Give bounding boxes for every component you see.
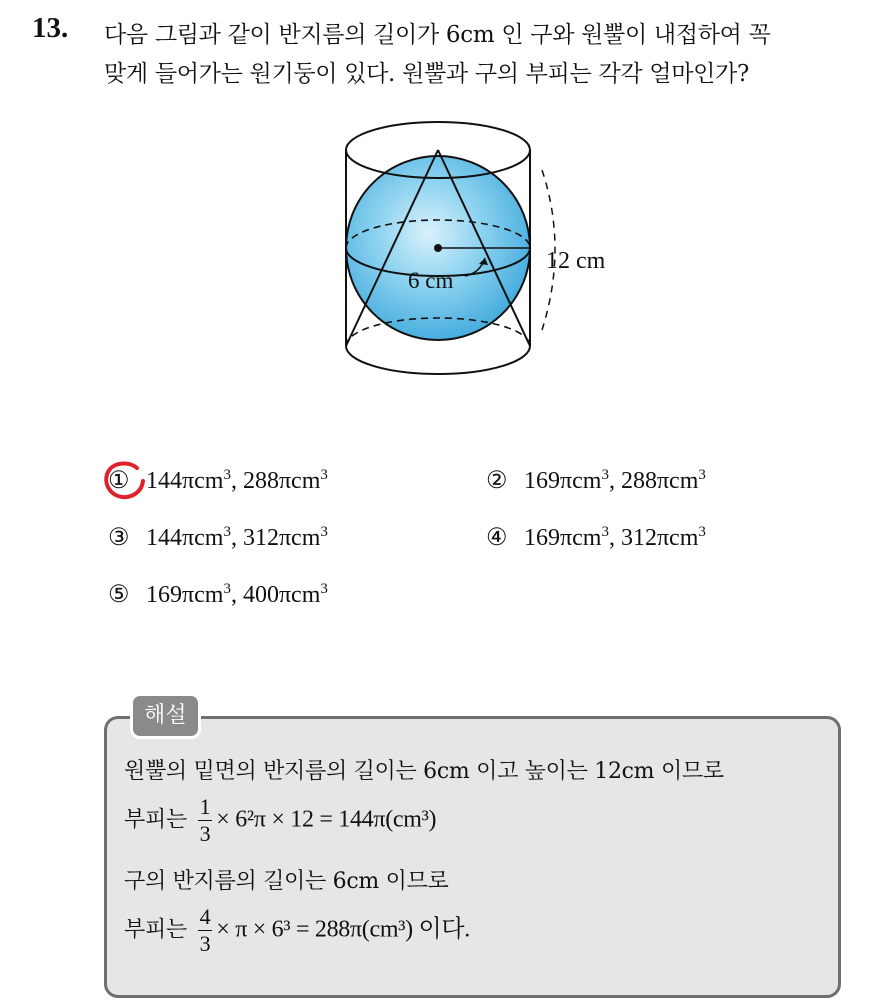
choice-number: ④ xyxy=(486,525,508,551)
fraction-one-third: $\frac{1}{3}$ xyxy=(199,794,211,846)
solution-line2: 부피는 $\frac{1}{3}$ × 6²π × 12 = 144π(cm³) xyxy=(124,794,437,846)
choice-2[interactable]: ② 169πcm$^3$, 288πcm$^3$ xyxy=(486,467,706,494)
cylinder-sphere-cone-figure xyxy=(330,118,630,390)
solution-tag: 해설 xyxy=(130,693,201,739)
choice-4[interactable]: ④ 169πcm$^3$, 312πcm$^3$ xyxy=(486,524,706,551)
solution-line1: 원뿔의 밑면의 반지름의 길이는 6cm 이고 높이는 12cm 이므로 xyxy=(124,759,724,784)
height-label: 12 cm xyxy=(546,248,606,274)
choice-1[interactable]: ① 144πcm$^3$, 288πcm$^3$ xyxy=(108,467,328,494)
choice-3[interactable]: ③ 144πcm$^3$, 312πcm$^3$ xyxy=(108,524,328,551)
choice-number: ③ xyxy=(108,525,130,551)
fraction-four-thirds: $\frac{4}{3}$ xyxy=(199,904,211,956)
choice-number: ② xyxy=(486,468,508,494)
choice-number: ① xyxy=(108,468,130,494)
question-text-line2: 맞게 들어가는 원기둥이 있다. 원뿔과 구의 부피는 각각 얼마인가? xyxy=(104,61,749,87)
solution-line3: 구의 반지름의 길이는 6cm 이므로 xyxy=(124,869,449,894)
choice-number: ⑤ xyxy=(108,582,130,608)
cylinder-bottom-front xyxy=(346,346,530,374)
choice-5[interactable]: ⑤ 169πcm$^3$, 400πcm$^3$ xyxy=(108,581,328,608)
question-text-line1: 다음 그림과 같이 반지름의 길이가 6cm 인 구와 원뿔이 내접하여 꼭 xyxy=(104,22,771,48)
question-number: 13. xyxy=(32,12,69,44)
radius-label: 6 cm xyxy=(408,268,454,293)
solution-line4: 부피는 $\frac{4}{3}$ × π × 6³ = 288π(cm³) 이다. xyxy=(124,904,470,956)
